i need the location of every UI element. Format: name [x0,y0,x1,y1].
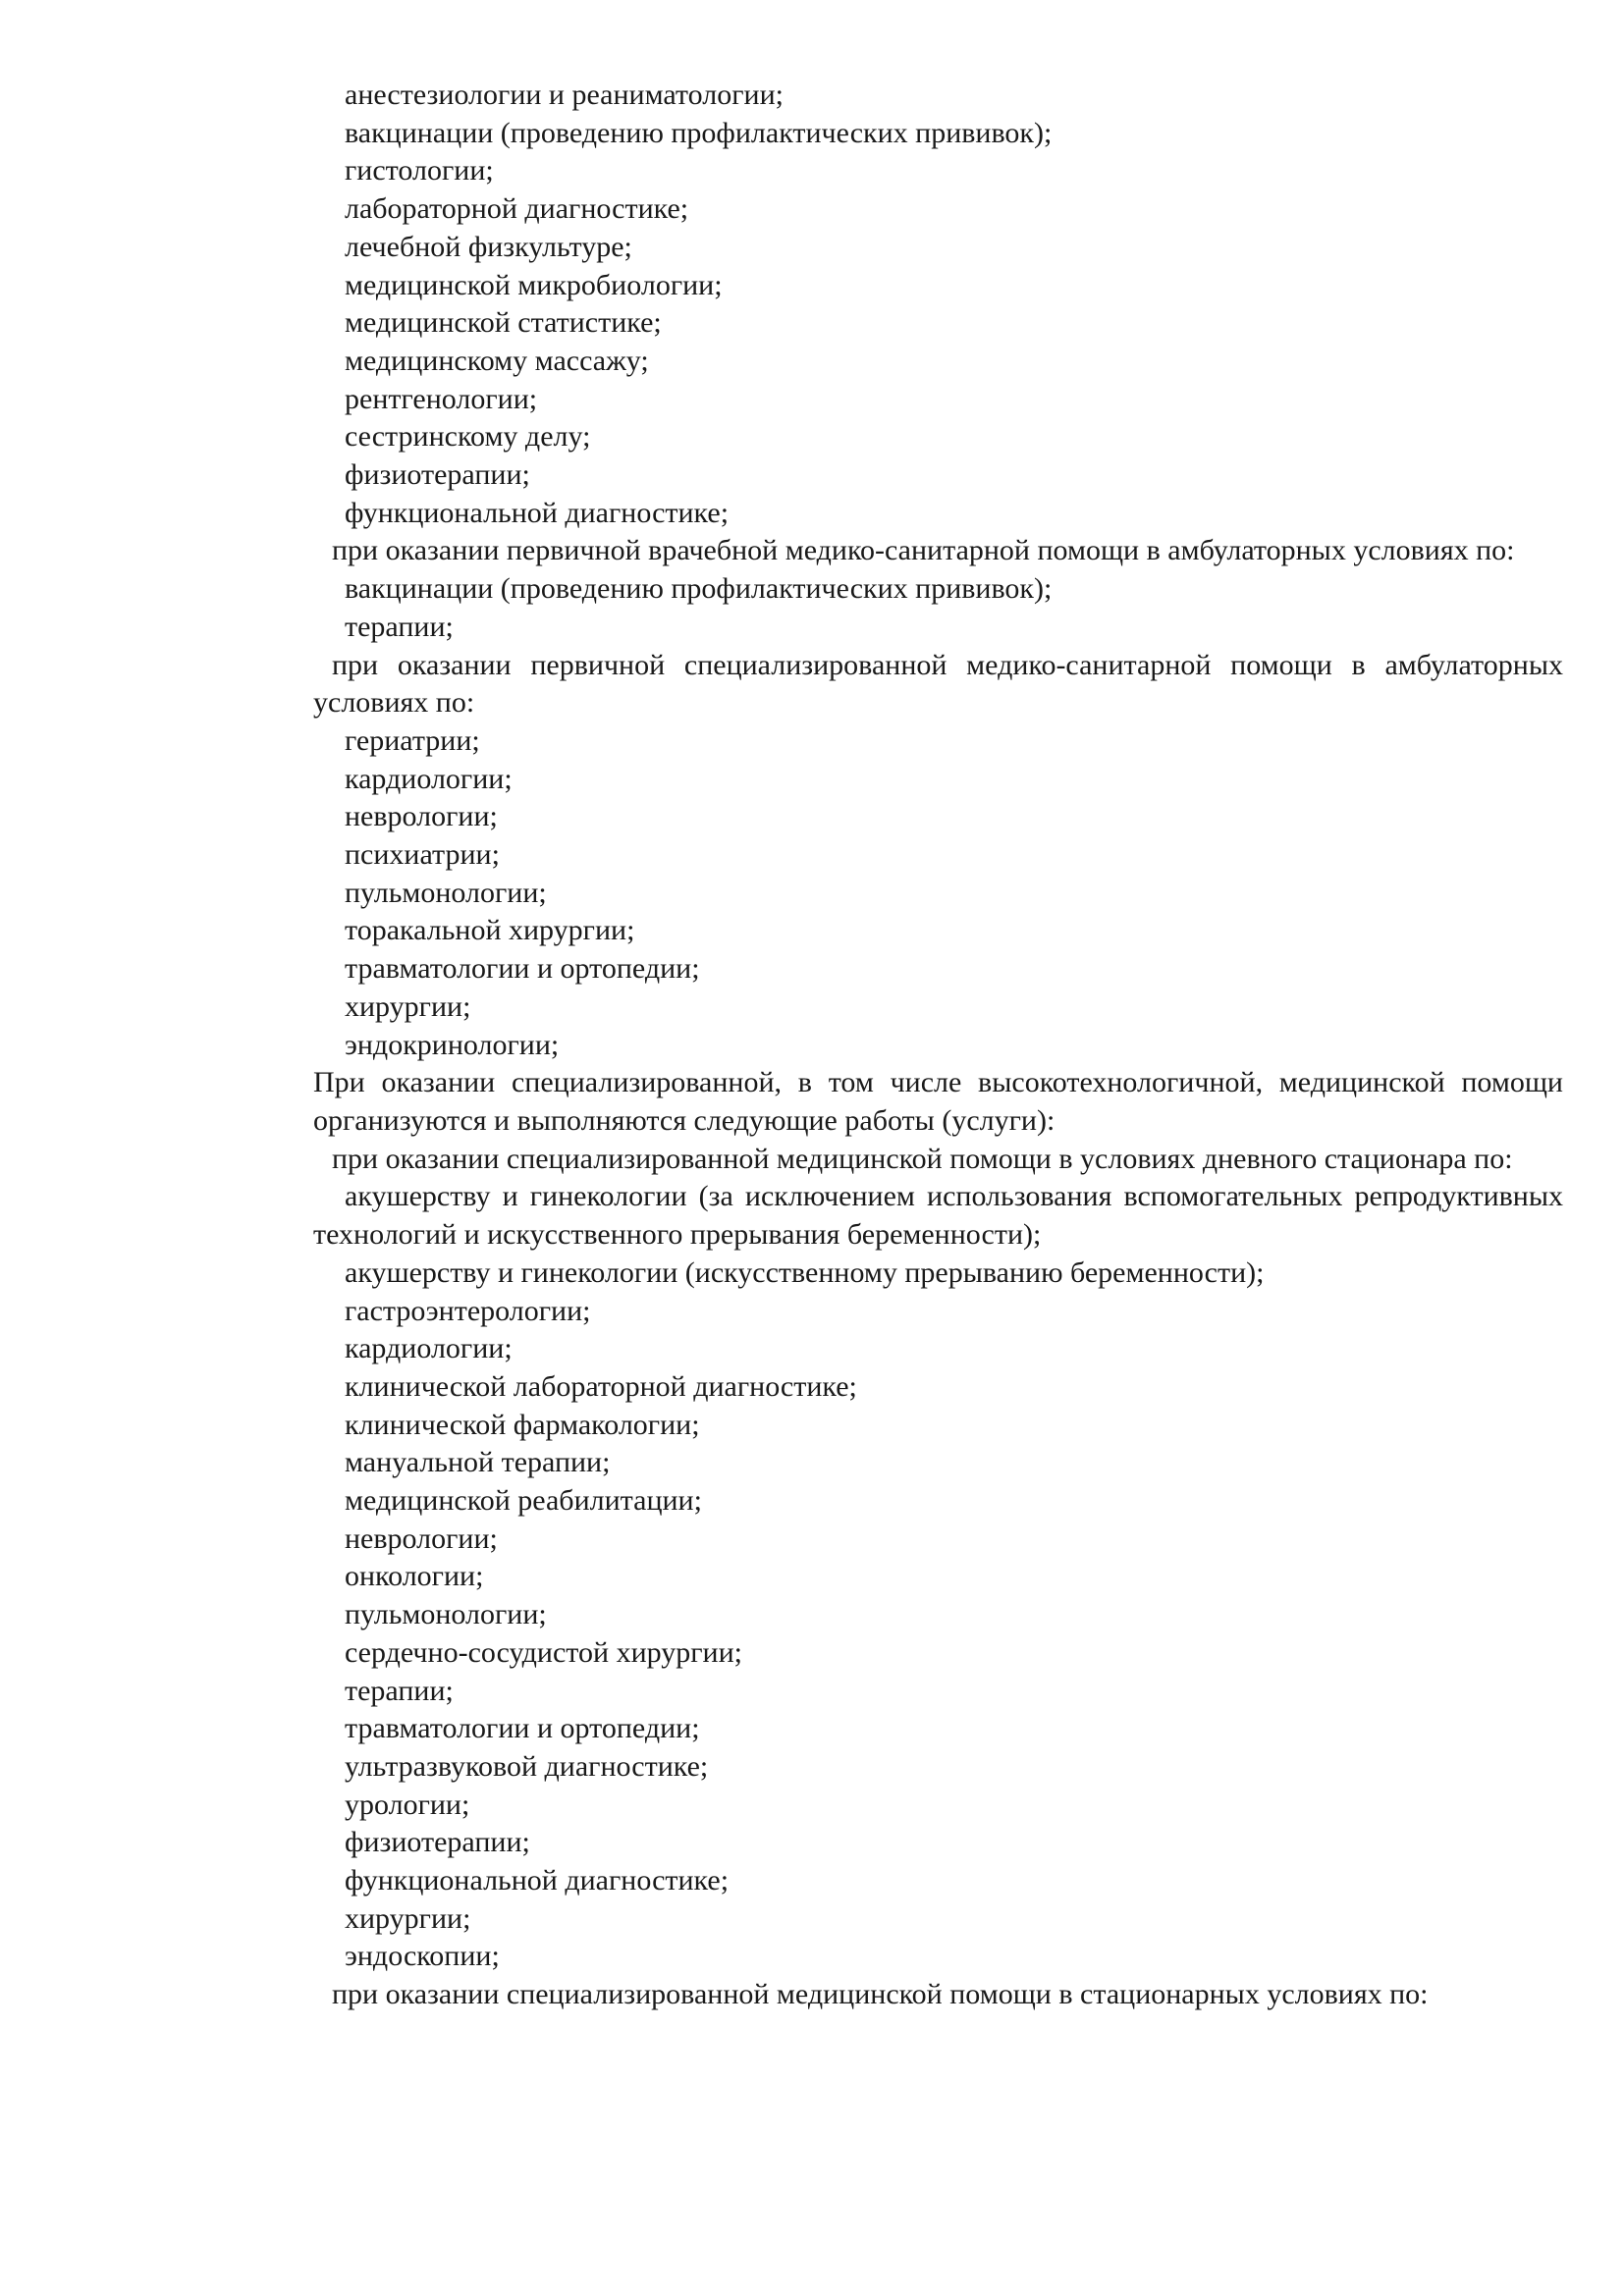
section-lead-paragraph: при оказании специализированной медицинской помощи в условиях дневного стационара по: [332,1142,1513,1175]
section-heading-paragraph: При оказании специализированной, в том числе высокотехнологичной, медицинской помощи организуются и выполняются следующие работы (услуги): [313,1066,1563,1137]
list-item: неврологии; [345,1522,498,1555]
list-item: травматологии и ортопедии; [345,952,700,986]
list-item: кардиологии; [345,762,513,795]
list-item: функциональной диагностике; [345,496,730,529]
section-lead-paragraph: при оказании первичной врачебной медико-санитарной помощи в амбулаторных условиях по: [332,534,1515,567]
section-lead-paragraph: при оказании первичной специализированной медико-санитарной помощи в амбулаторных условиях по: [313,648,1563,720]
list-item: лечебной физкультуре; [345,230,632,263]
document-body [313,77,1563,2014]
list-item: гастроэнтерологии; [345,1294,591,1327]
list-item: урологии; [345,1788,470,1821]
list-item: ультразвуковой диагностике; [345,1749,709,1783]
list-item: функциональной диагностике; [345,1864,730,1897]
list-item: медицинскому массажу; [345,344,649,377]
list-item: медицинской статистике; [345,306,662,340]
list-item-multiline: акушерству и гинекологии (за исключением использования вспомогательных репродуктивных технологий и искусственного прерывания беременности); [313,1180,1563,1252]
list-item: травматологии и ортопедии; [345,1712,700,1745]
list-item: сестринскому делу; [345,420,591,454]
list-item: лабораторной диагностике; [345,192,689,226]
list-item: физиотерапии; [345,1826,530,1859]
list-item: терапии; [345,1674,454,1707]
list-item: торакальной хирургии; [345,914,635,947]
list-item: сердечно-сосудистой хирургии; [345,1635,742,1669]
list-item: вакцинации (проведению профилактических прививок); [345,572,1053,606]
list-item: неврологии; [345,800,498,833]
list-item: эндокринологии; [345,1028,560,1061]
list-item: анестезиологии и реаниматологии; [345,79,784,111]
list-item: пульмонологии; [345,1598,547,1631]
list-item: гериатрии; [345,723,480,757]
list-item: медицинской микробиологии; [345,268,723,301]
list-item: клинической фармакологии; [345,1408,700,1441]
list-item: вакцинации (проведению профилактических прививок); [345,116,1053,149]
list-item: физиотерапии; [345,458,530,492]
list-item: хирургии; [345,989,471,1023]
list-item: психиатрии; [345,838,500,872]
list-item: мануальной терапии; [345,1446,611,1479]
list-item: терапии; [345,610,454,643]
list-item: клинической лабораторной диагностике; [345,1369,857,1403]
list-item: медицинской реабилитации; [345,1484,702,1518]
section-lead-paragraph: при оказании специализированной медицинской помощи в стационарных условиях по: [332,1978,1429,2011]
list-item: эндоскопии; [345,1940,500,1973]
list-item: хирургии; [345,1901,471,1935]
list-item: пульмонологии; [345,876,547,909]
list-item: акушерству и гинекологии (искусственному прерыванию беременности); [345,1255,1265,1289]
list-item: онкологии; [345,1560,484,1593]
list-item: гистологии; [345,154,494,187]
list-item: рентгенологии; [345,382,538,415]
list-item: кардиологии; [345,1332,513,1365]
